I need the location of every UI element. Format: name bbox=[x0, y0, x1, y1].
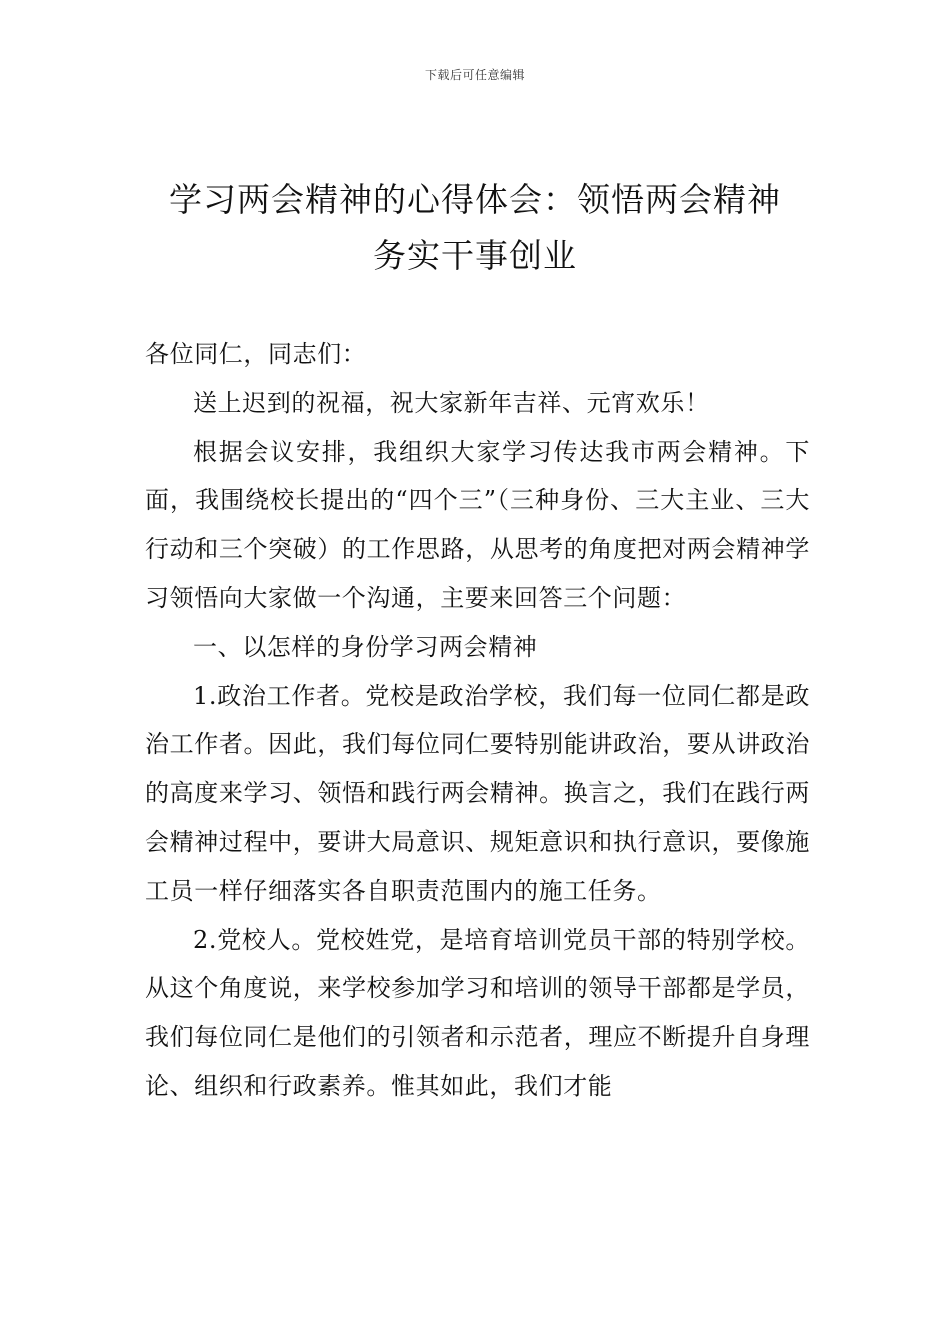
salutation: 各位同仁，同志们： bbox=[145, 340, 367, 368]
section-heading-1: 一、以怎样的身份学习两会精神 bbox=[193, 632, 538, 661]
paragraph-greeting: 送上迟到的祝福，祝大家新年吉祥、元宵欢乐！ bbox=[193, 388, 710, 417]
document-body bbox=[145, 330, 810, 1111]
paragraph-item-2: 2.党校人。党校姓党，是培育培训党员干部的特别学校。从这个角度说，来学校参加学习和培训的领导干部都是学员，我们每位同仁是他们的引领者和示范者，理应不断提升自身理论、组织和行政素养。惟其如此，我们才能 bbox=[145, 925, 810, 1100]
paragraph-item-1: 1.政治工作者。党校是政治学校，我们每一位同仁都是政治工作者。因此，我们每位同仁要特别能讲政治，要从讲政治的高度来学习、领悟和践行两会精神。换言之，我们在践行两会精神过程中，要讲大局意识、规矩意识和执行意识，要像施工员一样仔细落实各自职责范围内的施工任务。 bbox=[145, 681, 810, 905]
paragraph-intro: 根据会议安排，我组织大家学习传达我市两会精神。下面，我围绕校长提出的“四个三”（三种身份、三大主业、三大行动和三个突破）的工作思路，从思考的角度把对两会精神学习领悟向大家做一个沟通，主要来回答三个问题： bbox=[145, 437, 810, 612]
title-line-1: 学习两会精神的心得体会：领悟两会精神 bbox=[169, 180, 781, 219]
header-note: 下载后可任意编辑 bbox=[424, 68, 525, 82]
document-title bbox=[100, 172, 850, 284]
title-line-2: 务实干事创业 bbox=[373, 236, 577, 275]
